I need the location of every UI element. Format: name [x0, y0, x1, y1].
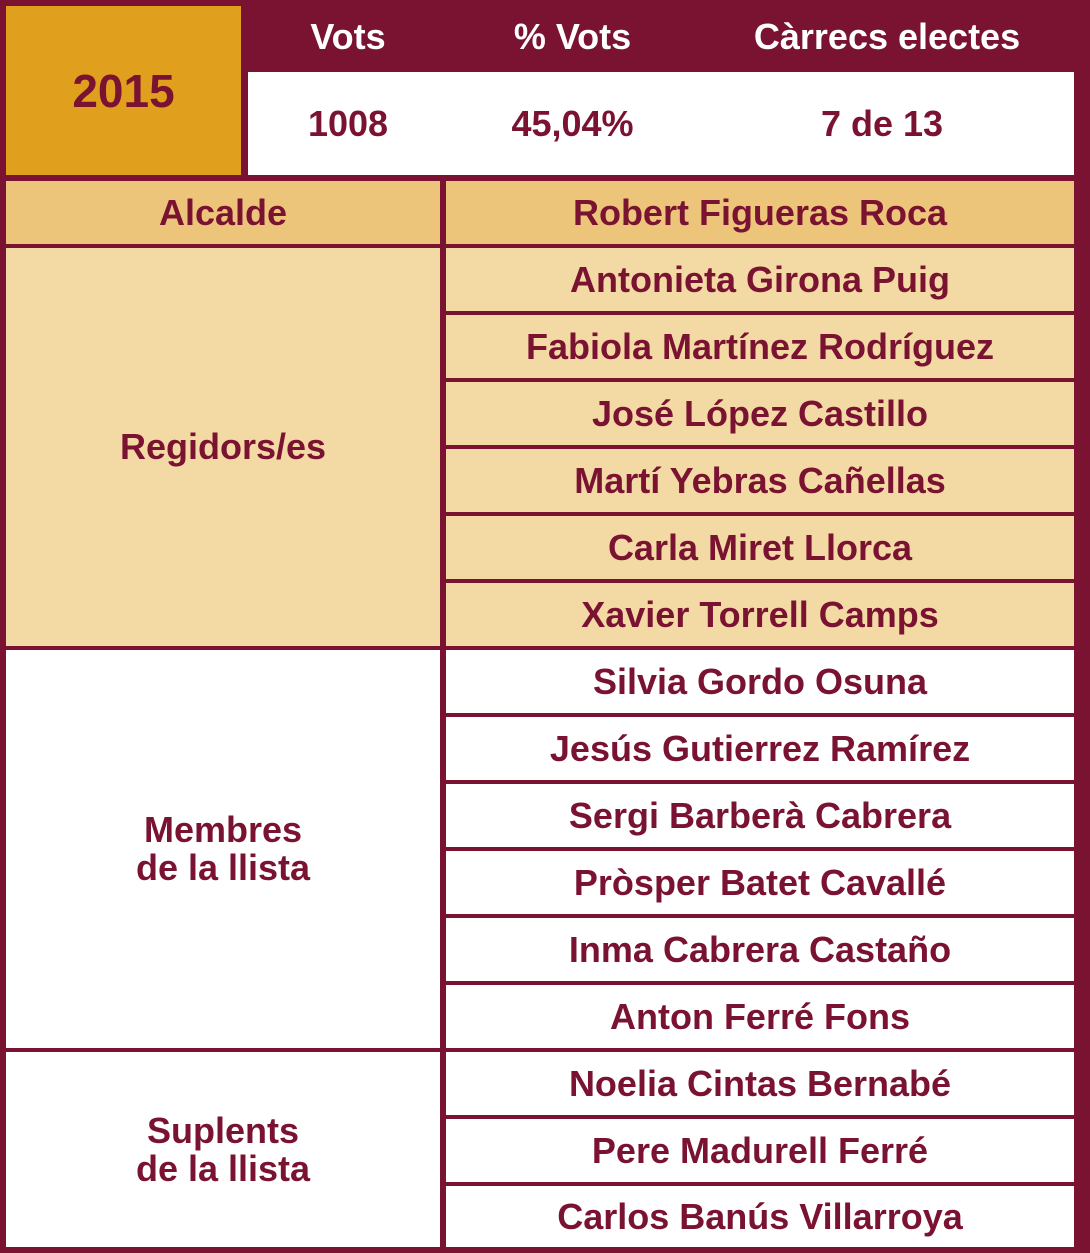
votes-value: 1008	[307, 102, 389, 144]
substitutes-label-line2: de la llista	[135, 1147, 311, 1189]
councillor-name: Fabiola Martínez Rodríguez	[446, 315, 1074, 378]
list-member-name: Sergi Barberà Cabrera	[446, 784, 1074, 847]
votes-header: Vots	[310, 16, 386, 57]
councillor-name: Xavier Torrell Camps	[446, 583, 1074, 646]
councillor-name: Antonieta Girona Puig	[446, 248, 1074, 311]
councillor-name: José López Castillo	[446, 382, 1074, 445]
substitutes-label	[6, 1052, 440, 1247]
mayor-name: Robert Figueras Roca	[446, 181, 1074, 244]
year-label: 2015	[6, 6, 241, 175]
percent-votes-value: 45,04%	[511, 102, 634, 144]
substitute-name: Carlos Banús Villarroya	[446, 1186, 1074, 1247]
list-member-name: Pròsper Batet Cavallé	[446, 851, 1074, 914]
substitute-name: Pere Madurell Ferré	[446, 1119, 1074, 1182]
percent-votes-header: % Vots	[513, 16, 632, 57]
list-member-name: Silvia Gordo Osuna	[446, 650, 1074, 713]
elected-positions-header: Càrrecs electes	[753, 16, 1021, 57]
list-member-name: Inma Cabrera Castaño	[446, 918, 1074, 981]
councillor-name: Carla Miret Llorca	[446, 516, 1074, 579]
councillor-name: Martí Yebras Cañellas	[446, 449, 1074, 512]
councillors-label: Regidors/es	[6, 248, 440, 646]
header-values-row	[248, 72, 1074, 175]
list-members-label-line2: de la llista	[135, 847, 311, 888]
list-member-name: Jesús Gutierrez Ramírez	[446, 717, 1074, 780]
substitutes-label-line1: Suplents	[146, 1109, 299, 1151]
list-members-label	[6, 650, 440, 1048]
substitute-name: Noelia Cintas Bernabé	[446, 1052, 1074, 1115]
list-member-name: Anton Ferré Fons	[446, 985, 1074, 1048]
list-members-label-line1: Membres	[143, 809, 303, 850]
mayor-label: Alcalde	[6, 181, 440, 244]
elected-positions-value: 7 de 13	[820, 102, 944, 144]
